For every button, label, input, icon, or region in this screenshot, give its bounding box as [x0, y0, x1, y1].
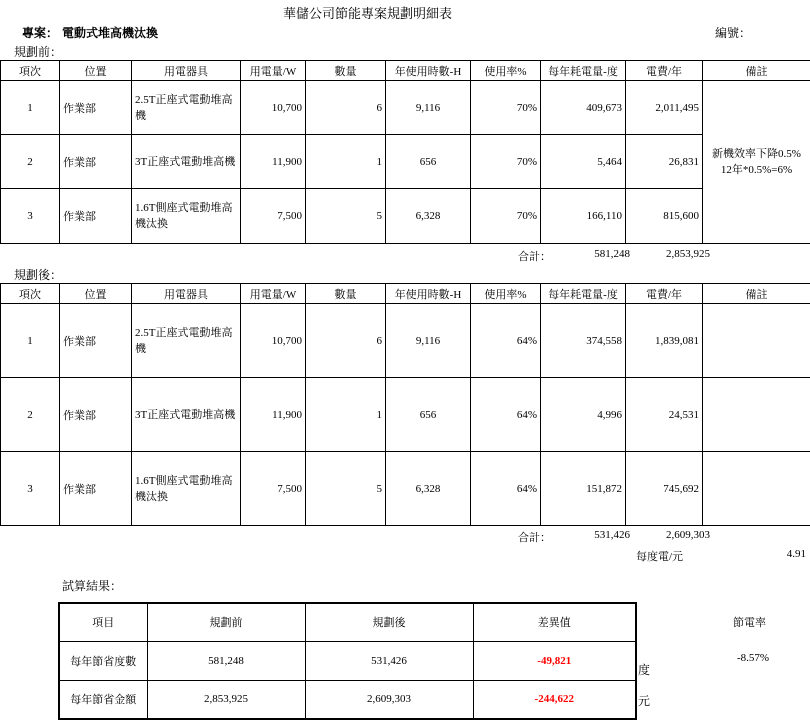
result-item: 每年節省度數	[59, 641, 147, 680]
cell-watt: 7,500	[241, 189, 306, 244]
cell-kwh: 151,872	[541, 452, 626, 526]
after-total-label: 合計：	[518, 532, 551, 544]
col-header-watt: 用電量/W	[241, 284, 306, 304]
cell-device: 1.6T側座式電動堆高機汰換	[132, 452, 241, 526]
table-row	[1, 452, 810, 526]
col-header-kwh: 每年耗電量-度	[541, 284, 626, 304]
before-table	[0, 60, 810, 244]
table-row	[1, 378, 810, 452]
cell-kwh: 166,110	[541, 189, 626, 244]
cell-qty: 5	[306, 452, 386, 526]
result-header-before: 規劃前	[147, 603, 305, 641]
result-unit-money: 元	[638, 694, 651, 708]
col-header-remark: 備註	[703, 284, 810, 304]
table-row	[1, 189, 810, 244]
col-header-location: 位置	[60, 284, 132, 304]
col-header-device: 用電器具	[132, 284, 241, 304]
cell-cost: 26,831	[626, 135, 703, 189]
cell-qty: 5	[306, 189, 386, 244]
cell-watt: 11,900	[241, 378, 306, 452]
col-header-qty: 數量	[306, 284, 386, 304]
col-header-watt: 用電量/W	[241, 61, 306, 81]
result-before: 581,248	[147, 641, 305, 680]
result-table	[58, 602, 637, 720]
before-total-cost: 2,853,925	[666, 248, 710, 260]
remark-line-2: 12年*0.5%=6%	[720, 164, 793, 176]
cell-remark	[703, 304, 810, 378]
col-header-remark: 備註	[703, 61, 810, 81]
result-before: 2,853,925	[147, 680, 305, 719]
cell-location: 作業部	[60, 189, 132, 244]
before-header-row	[1, 61, 810, 81]
cell-device: 3T正座式電動堆高機	[132, 135, 241, 189]
cell-watt: 10,700	[241, 81, 306, 135]
cell-rate: 70%	[471, 135, 541, 189]
cell-cost: 1,839,081	[626, 304, 703, 378]
cell-location: 作業部	[60, 452, 132, 526]
cell-watt: 7,500	[241, 452, 306, 526]
col-header-rate: 使用率%	[471, 61, 541, 81]
cell-no: 2	[1, 135, 60, 189]
table-row	[1, 304, 810, 378]
cell-no: 1	[1, 81, 60, 135]
result-header-diff: 差異值	[473, 603, 636, 641]
project-name: 電動式堆高機汰換	[62, 26, 159, 40]
cell-no: 1	[1, 304, 60, 378]
cell-qty: 6	[306, 304, 386, 378]
col-header-no: 項次	[1, 284, 60, 304]
cell-no: 3	[1, 189, 60, 244]
cell-location: 作業部	[60, 378, 132, 452]
saving-rate-label: 節電率	[733, 617, 766, 629]
cell-kwh: 4,996	[541, 378, 626, 452]
after-table	[0, 283, 810, 526]
cell-device: 1.6T側座式電動堆高機汰換	[132, 189, 241, 244]
result-after: 531,426	[305, 641, 473, 680]
result-header-after: 規劃後	[305, 603, 473, 641]
cell-cost: 745,692	[626, 452, 703, 526]
remark-cell	[703, 81, 810, 244]
cell-cost: 2,011,495	[626, 81, 703, 135]
cell-qty: 1	[306, 378, 386, 452]
cell-rate: 70%	[471, 189, 541, 244]
cell-qty: 6	[306, 81, 386, 135]
cell-hours: 6,328	[386, 189, 471, 244]
saving-rate-value: -8.57%	[737, 652, 770, 664]
cell-qty: 1	[306, 135, 386, 189]
result-diff: -244,622	[473, 680, 636, 719]
result-diff: -49,821	[473, 641, 636, 680]
result-title: 試算結果：	[62, 579, 123, 593]
col-header-kwh: 每年耗電量-度	[541, 61, 626, 81]
col-header-device: 用電器具	[132, 61, 241, 81]
cell-watt: 11,900	[241, 135, 306, 189]
cell-hours: 9,116	[386, 81, 471, 135]
table-row	[59, 641, 636, 680]
cell-no: 2	[1, 378, 60, 452]
cell-location: 作業部	[60, 135, 132, 189]
before-total-kwh: 581,248	[594, 248, 630, 260]
unit-price-label: 每度電/元	[636, 551, 684, 563]
cell-hours: 656	[386, 135, 471, 189]
cell-hours: 656	[386, 378, 471, 452]
cell-hours: 6,328	[386, 452, 471, 526]
serial-label: 編號：	[715, 26, 752, 40]
col-header-location: 位置	[60, 61, 132, 81]
cell-location: 作業部	[60, 304, 132, 378]
remark-line-1: 新機效率下降0.5%	[712, 148, 801, 160]
cell-kwh: 5,464	[541, 135, 626, 189]
cell-no: 3	[1, 452, 60, 526]
cell-remark	[703, 452, 810, 526]
result-unit-kwh: 度	[638, 663, 651, 677]
cell-remark	[703, 378, 810, 452]
cell-cost: 815,600	[626, 189, 703, 244]
cell-hours: 9,116	[386, 304, 471, 378]
col-header-hours: 年使用時數-H	[386, 61, 471, 81]
cell-kwh: 374,558	[541, 304, 626, 378]
after-label: 規劃後：	[14, 268, 63, 282]
col-header-hours: 年使用時數-H	[386, 284, 471, 304]
cell-rate: 64%	[471, 304, 541, 378]
document-title: 華儲公司節能專案規劃明細表	[283, 6, 453, 21]
cell-device: 2.5T正座式電動堆高機	[132, 304, 241, 378]
cell-kwh: 409,673	[541, 81, 626, 135]
col-header-cost: 電費/年	[626, 284, 703, 304]
after-header-row	[1, 284, 810, 304]
cell-rate: 64%	[471, 378, 541, 452]
col-header-rate: 使用率%	[471, 284, 541, 304]
cell-device: 2.5T正座式電動堆高機	[132, 81, 241, 135]
col-header-qty: 數量	[306, 61, 386, 81]
cell-rate: 64%	[471, 452, 541, 526]
after-total-cost: 2,609,303	[666, 529, 710, 541]
cell-rate: 70%	[471, 81, 541, 135]
cell-location: 作業部	[60, 81, 132, 135]
project-label: 專案：	[22, 26, 59, 40]
table-row	[59, 680, 636, 719]
result-item: 每年節省金額	[59, 680, 147, 719]
table-row	[1, 81, 810, 135]
cell-watt: 10,700	[241, 304, 306, 378]
table-row	[1, 135, 810, 189]
result-header-item: 項目	[59, 603, 147, 641]
cell-device: 3T正座式電動堆高機	[132, 378, 241, 452]
before-total-label: 合計：	[518, 251, 551, 263]
result-header-row	[59, 603, 636, 641]
before-label: 規劃前：	[14, 45, 63, 59]
cell-cost: 24,531	[626, 378, 703, 452]
unit-price-value: 4.91	[786, 548, 806, 560]
result-after: 2,609,303	[305, 680, 473, 719]
col-header-no: 項次	[1, 61, 60, 81]
col-header-cost: 電費/年	[626, 61, 703, 81]
after-total-kwh: 531,426	[594, 529, 630, 541]
